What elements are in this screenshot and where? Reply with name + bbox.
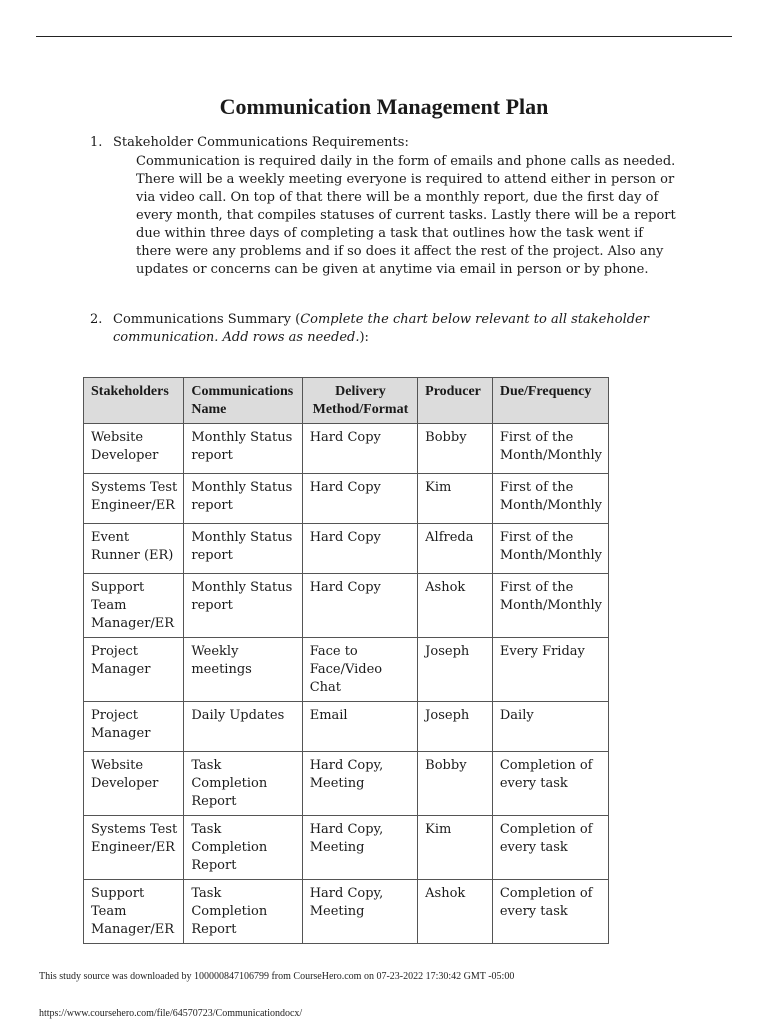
download-notice: This study source was downloaded by 100000847106799 from CourseHero.com on 07-23-2022 17:30:42 GMT -05:00 — [39, 971, 515, 982]
section-heading — [90, 134, 678, 152]
cell-communication-name: Task Completion Report — [184, 816, 302, 880]
cell-communication-name: Monthly Status report — [184, 424, 302, 474]
cell-producer: Ashok — [418, 574, 493, 638]
cell-delivery-method: Hard Copy, Meeting — [302, 880, 417, 944]
heading-prefix: Communications Summary ( — [113, 312, 301, 327]
section-heading-text — [113, 311, 678, 347]
cell-due-frequency: Daily — [492, 702, 608, 752]
cell-delivery-method: Hard Copy, Meeting — [302, 752, 417, 816]
cell-producer: Kim — [418, 474, 493, 524]
table-header-row — [84, 378, 609, 424]
cell-delivery-method: Hard Copy — [302, 524, 417, 574]
table-row — [84, 524, 609, 574]
table-row — [84, 880, 609, 944]
document-title: Communication Management Plan — [219, 94, 549, 119]
cell-communication-name: Daily Updates — [184, 702, 302, 752]
cell-communication-name: Monthly Status report — [184, 524, 302, 574]
section-number: 1. — [90, 135, 103, 150]
cell-producer: Alfreda — [418, 524, 493, 574]
section-heading — [90, 311, 678, 347]
cell-stakeholder: Support Team Manager/ER — [84, 880, 184, 944]
source-url[interactable]: https://www.coursehero.com/file/64570723/Communicationdocx/ — [39, 1008, 303, 1019]
cell-stakeholder: Website Developer — [84, 752, 184, 816]
cell-due-frequency: Completion of every task — [492, 752, 608, 816]
cell-due-frequency: First of the Month/Monthly — [492, 474, 608, 524]
cell-due-frequency: Completion of every task — [492, 816, 608, 880]
section-body: Communication is required daily in the form of emails and phone calls as needed. There will be a weekly meeting everyone is required to attend either in person or via video call. On top of that there will be a monthly report, due the first day of every month, that compiles statuses of current tasks. Lastly there will be a report due within three days of completing a task that outlines how the task went if there were any problems and if so does it affect the rest of the project. Also any updates or concerns can be given at anytime via email in person or by phone. — [136, 154, 676, 277]
cell-communication-name: Weekly meetings — [184, 638, 302, 702]
section-heading-text: Stakeholder Communications Requirements: — [113, 135, 409, 150]
section-communications-summary — [90, 311, 678, 347]
table-row — [84, 816, 609, 880]
cell-stakeholder: Website Developer — [84, 424, 184, 474]
cell-due-frequency: Completion of every task — [492, 880, 608, 944]
header-delivery-method: Delivery Method/Format — [302, 378, 417, 424]
cell-communication-name: Monthly Status report — [184, 574, 302, 638]
heading-instruction: Complete the chart below relevant to all stakeholder communication. Add rows as needed. — [113, 312, 649, 345]
cell-stakeholder: Systems Test Engineer/ER — [84, 816, 184, 880]
header-producer: Producer — [418, 378, 493, 424]
cell-delivery-method: Face to Face/Video Chat — [302, 638, 417, 702]
header-due-frequency: Due/Frequency — [492, 378, 608, 424]
cell-communication-name: Task Completion Report — [184, 752, 302, 816]
cell-due-frequency: First of the Month/Monthly — [492, 524, 608, 574]
header-stakeholders: Stakeholders — [84, 378, 184, 424]
cell-delivery-method: Hard Copy — [302, 424, 417, 474]
cell-due-frequency: First of the Month/Monthly — [492, 574, 608, 638]
table-row — [84, 638, 609, 702]
cell-stakeholder: Event Runner (ER) — [84, 524, 184, 574]
cell-producer: Joseph — [418, 702, 493, 752]
table-row — [84, 752, 609, 816]
cell-delivery-method: Hard Copy — [302, 474, 417, 524]
table-row — [84, 424, 609, 474]
cell-stakeholder: Systems Test Engineer/ER — [84, 474, 184, 524]
section-number: 2. — [90, 312, 103, 327]
heading-suffix: ): — [359, 330, 369, 345]
cell-delivery-method: Hard Copy, Meeting — [302, 816, 417, 880]
cell-communication-name: Task Completion Report — [184, 880, 302, 944]
cell-producer: Joseph — [418, 638, 493, 702]
cell-stakeholder: Project Manager — [84, 638, 184, 702]
cell-delivery-method: Hard Copy — [302, 574, 417, 638]
table-row — [84, 702, 609, 752]
cell-stakeholder: Project Manager — [84, 702, 184, 752]
cell-delivery-method: Email — [302, 702, 417, 752]
table-row — [84, 574, 609, 638]
cell-due-frequency: First of the Month/Monthly — [492, 424, 608, 474]
table-row — [84, 474, 609, 524]
header-communications-name: Communications Name — [184, 378, 302, 424]
cell-stakeholder: Support Team Manager/ER — [84, 574, 184, 638]
cell-due-frequency: Every Friday — [492, 638, 608, 702]
cell-producer: Ashok — [418, 880, 493, 944]
section-stakeholder-requirements — [90, 134, 678, 279]
cell-producer: Bobby — [418, 424, 493, 474]
cell-producer: Bobby — [418, 752, 493, 816]
top-rule — [36, 36, 732, 37]
cell-communication-name: Monthly Status report — [184, 474, 302, 524]
cell-producer: Kim — [418, 816, 493, 880]
communications-summary-table — [83, 377, 609, 944]
